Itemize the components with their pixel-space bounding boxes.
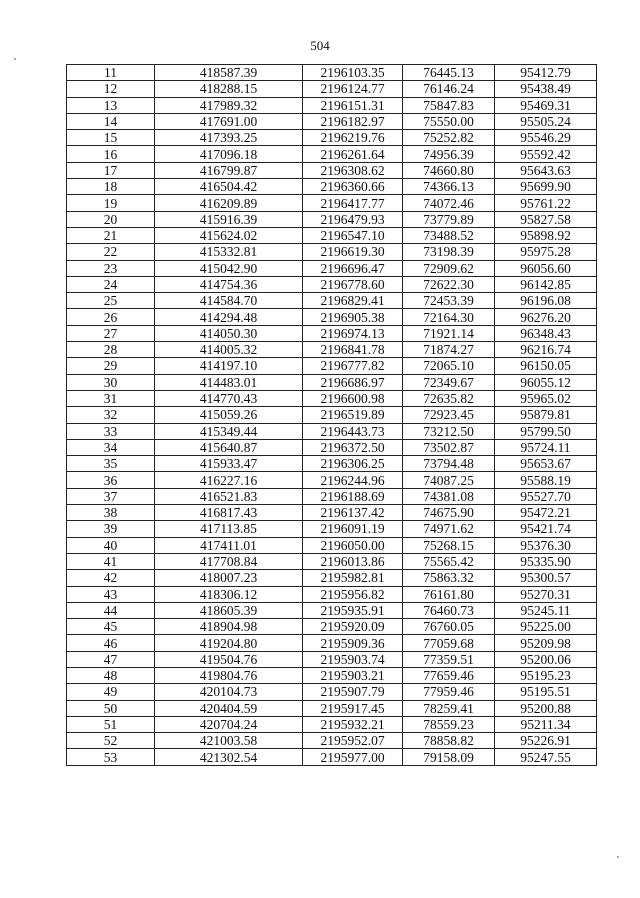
coord-local-y-cell: 95472.21 bbox=[495, 505, 597, 521]
coord-y-cell: 2195920.09 bbox=[303, 619, 403, 635]
coord-x-cell: 414294.48 bbox=[155, 309, 303, 325]
coordinate-table-container bbox=[66, 64, 596, 766]
coord-x-cell: 419204.80 bbox=[155, 635, 303, 651]
coord-local-x-cell: 74971.62 bbox=[403, 521, 495, 537]
point-number-cell: 51 bbox=[67, 716, 155, 732]
page-number: 504 bbox=[310, 38, 330, 53]
table-row bbox=[67, 537, 597, 553]
coord-y-cell: 2195917.45 bbox=[303, 700, 403, 716]
table-row bbox=[67, 81, 597, 97]
point-number-cell: 15 bbox=[67, 130, 155, 146]
scan-speck bbox=[617, 856, 619, 858]
coord-y-cell: 2196778.60 bbox=[303, 276, 403, 292]
coord-local-x-cell: 74381.08 bbox=[403, 488, 495, 504]
coord-x-cell: 418904.98 bbox=[155, 619, 303, 635]
coord-local-y-cell: 95546.29 bbox=[495, 130, 597, 146]
coord-local-y-cell: 95643.63 bbox=[495, 162, 597, 178]
point-number-cell: 42 bbox=[67, 570, 155, 586]
coord-local-x-cell: 79158.09 bbox=[403, 749, 495, 765]
coord-local-y-cell: 96056.60 bbox=[495, 260, 597, 276]
coord-local-x-cell: 71921.14 bbox=[403, 325, 495, 341]
coord-local-x-cell: 72349.67 bbox=[403, 374, 495, 390]
coord-local-x-cell: 75252.82 bbox=[403, 130, 495, 146]
coord-local-x-cell: 75863.32 bbox=[403, 570, 495, 586]
coord-local-y-cell: 96142.85 bbox=[495, 276, 597, 292]
coord-local-y-cell: 95975.28 bbox=[495, 244, 597, 260]
point-number-cell: 40 bbox=[67, 537, 155, 553]
point-number-cell: 48 bbox=[67, 667, 155, 683]
coordinate-table bbox=[66, 64, 597, 766]
point-number-cell: 46 bbox=[67, 635, 155, 651]
point-number-cell: 28 bbox=[67, 342, 155, 358]
table-row bbox=[67, 390, 597, 406]
coord-y-cell: 2196360.66 bbox=[303, 179, 403, 195]
coord-local-x-cell: 73198.39 bbox=[403, 244, 495, 260]
table-row bbox=[67, 113, 597, 129]
coord-y-cell: 2196686.97 bbox=[303, 374, 403, 390]
point-number-cell: 20 bbox=[67, 211, 155, 227]
point-number-cell: 50 bbox=[67, 700, 155, 716]
coord-y-cell: 2196261.64 bbox=[303, 146, 403, 162]
scan-speck bbox=[14, 58, 16, 60]
coord-local-x-cell: 74956.39 bbox=[403, 146, 495, 162]
coord-x-cell: 415332.81 bbox=[155, 244, 303, 260]
table-row bbox=[67, 358, 597, 374]
point-number-cell: 36 bbox=[67, 472, 155, 488]
coord-x-cell: 414754.36 bbox=[155, 276, 303, 292]
point-number-cell: 39 bbox=[67, 521, 155, 537]
coord-y-cell: 2196829.41 bbox=[303, 293, 403, 309]
coord-local-y-cell: 95965.02 bbox=[495, 390, 597, 406]
coord-local-x-cell: 73212.50 bbox=[403, 423, 495, 439]
coord-local-x-cell: 72622.30 bbox=[403, 276, 495, 292]
coord-local-x-cell: 78259.41 bbox=[403, 700, 495, 716]
coord-y-cell: 2196519.89 bbox=[303, 407, 403, 423]
table-row bbox=[67, 700, 597, 716]
coord-local-x-cell: 74675.90 bbox=[403, 505, 495, 521]
table-row bbox=[67, 179, 597, 195]
coord-y-cell: 2196417.77 bbox=[303, 195, 403, 211]
coord-x-cell: 419804.76 bbox=[155, 667, 303, 683]
table-row bbox=[67, 293, 597, 309]
coord-local-y-cell: 95879.81 bbox=[495, 407, 597, 423]
coord-local-y-cell: 96196.08 bbox=[495, 293, 597, 309]
table-row bbox=[67, 619, 597, 635]
table-row bbox=[67, 602, 597, 618]
point-number-cell: 19 bbox=[67, 195, 155, 211]
coord-local-y-cell: 95247.55 bbox=[495, 749, 597, 765]
coord-local-y-cell: 96276.20 bbox=[495, 309, 597, 325]
coord-x-cell: 419504.76 bbox=[155, 651, 303, 667]
coord-y-cell: 2195909.36 bbox=[303, 635, 403, 651]
coord-y-cell: 2196905.38 bbox=[303, 309, 403, 325]
coord-x-cell: 421302.54 bbox=[155, 749, 303, 765]
point-number-cell: 44 bbox=[67, 602, 155, 618]
point-number-cell: 17 bbox=[67, 162, 155, 178]
coord-local-y-cell: 95827.58 bbox=[495, 211, 597, 227]
coord-y-cell: 2196308.62 bbox=[303, 162, 403, 178]
coord-y-cell: 2196103.35 bbox=[303, 65, 403, 81]
coord-local-x-cell: 76460.73 bbox=[403, 602, 495, 618]
coord-local-x-cell: 75550.00 bbox=[403, 113, 495, 129]
table-row bbox=[67, 733, 597, 749]
coord-local-y-cell: 95200.88 bbox=[495, 700, 597, 716]
table-row bbox=[67, 309, 597, 325]
point-number-cell: 45 bbox=[67, 619, 155, 635]
coord-local-y-cell: 95588.19 bbox=[495, 472, 597, 488]
coord-local-x-cell: 77359.51 bbox=[403, 651, 495, 667]
coord-x-cell: 415624.02 bbox=[155, 227, 303, 243]
coord-local-y-cell: 95438.49 bbox=[495, 81, 597, 97]
coord-y-cell: 2196188.69 bbox=[303, 488, 403, 504]
coord-local-y-cell: 95699.90 bbox=[495, 179, 597, 195]
table-row bbox=[67, 407, 597, 423]
coord-y-cell: 2195977.00 bbox=[303, 749, 403, 765]
coord-x-cell: 418288.15 bbox=[155, 81, 303, 97]
coord-y-cell: 2196013.86 bbox=[303, 553, 403, 569]
coord-x-cell: 417393.25 bbox=[155, 130, 303, 146]
coord-local-y-cell: 95421.74 bbox=[495, 521, 597, 537]
coord-y-cell: 2196696.47 bbox=[303, 260, 403, 276]
point-number-cell: 14 bbox=[67, 113, 155, 129]
coord-local-x-cell: 73488.52 bbox=[403, 227, 495, 243]
table-row bbox=[67, 488, 597, 504]
coord-local-y-cell: 95412.79 bbox=[495, 65, 597, 81]
table-row bbox=[67, 260, 597, 276]
coord-x-cell: 417691.00 bbox=[155, 113, 303, 129]
table-row bbox=[67, 325, 597, 341]
point-number-cell: 32 bbox=[67, 407, 155, 423]
coord-local-x-cell: 77659.46 bbox=[403, 667, 495, 683]
coord-y-cell: 2196443.73 bbox=[303, 423, 403, 439]
coord-local-x-cell: 75268.15 bbox=[403, 537, 495, 553]
table-row bbox=[67, 423, 597, 439]
point-number-cell: 38 bbox=[67, 505, 155, 521]
coord-local-y-cell: 95376.30 bbox=[495, 537, 597, 553]
coord-y-cell: 2196182.97 bbox=[303, 113, 403, 129]
table-row bbox=[67, 65, 597, 81]
coord-local-x-cell: 73502.87 bbox=[403, 439, 495, 455]
point-number-cell: 41 bbox=[67, 553, 155, 569]
coord-x-cell: 416799.87 bbox=[155, 162, 303, 178]
table-row bbox=[67, 505, 597, 521]
coord-local-y-cell: 95270.31 bbox=[495, 586, 597, 602]
coord-local-y-cell: 95799.50 bbox=[495, 423, 597, 439]
coord-y-cell: 2196619.30 bbox=[303, 244, 403, 260]
coord-local-y-cell: 95898.92 bbox=[495, 227, 597, 243]
table-row bbox=[67, 146, 597, 162]
point-number-cell: 47 bbox=[67, 651, 155, 667]
coord-local-x-cell: 74087.25 bbox=[403, 472, 495, 488]
coord-local-y-cell: 95195.23 bbox=[495, 667, 597, 683]
table-row bbox=[67, 342, 597, 358]
point-number-cell: 25 bbox=[67, 293, 155, 309]
coord-local-x-cell: 72453.39 bbox=[403, 293, 495, 309]
table-row bbox=[67, 211, 597, 227]
coord-x-cell: 414770.43 bbox=[155, 390, 303, 406]
coord-local-x-cell: 72065.10 bbox=[403, 358, 495, 374]
table-body bbox=[67, 65, 597, 766]
coord-x-cell: 414005.32 bbox=[155, 342, 303, 358]
coord-y-cell: 2196244.96 bbox=[303, 472, 403, 488]
coord-y-cell: 2196600.98 bbox=[303, 390, 403, 406]
point-number-cell: 26 bbox=[67, 309, 155, 325]
coord-local-x-cell: 78559.23 bbox=[403, 716, 495, 732]
table-row bbox=[67, 162, 597, 178]
point-number-cell: 23 bbox=[67, 260, 155, 276]
table-row bbox=[67, 227, 597, 243]
coord-x-cell: 417096.18 bbox=[155, 146, 303, 162]
coord-x-cell: 414050.30 bbox=[155, 325, 303, 341]
coord-x-cell: 418306.12 bbox=[155, 586, 303, 602]
coord-local-y-cell: 95592.42 bbox=[495, 146, 597, 162]
point-number-cell: 27 bbox=[67, 325, 155, 341]
coord-local-y-cell: 95761.22 bbox=[495, 195, 597, 211]
point-number-cell: 16 bbox=[67, 146, 155, 162]
point-number-cell: 31 bbox=[67, 390, 155, 406]
coord-x-cell: 417708.84 bbox=[155, 553, 303, 569]
coord-local-y-cell: 95653.67 bbox=[495, 456, 597, 472]
point-number-cell: 22 bbox=[67, 244, 155, 260]
coord-local-y-cell: 95225.00 bbox=[495, 619, 597, 635]
coord-y-cell: 2196306.25 bbox=[303, 456, 403, 472]
point-number-cell: 53 bbox=[67, 749, 155, 765]
coord-x-cell: 416817.43 bbox=[155, 505, 303, 521]
coord-local-x-cell: 76146.24 bbox=[403, 81, 495, 97]
coord-x-cell: 414197.10 bbox=[155, 358, 303, 374]
coord-y-cell: 2196479.93 bbox=[303, 211, 403, 227]
coord-x-cell: 416209.89 bbox=[155, 195, 303, 211]
coord-local-x-cell: 72909.62 bbox=[403, 260, 495, 276]
coord-y-cell: 2196372.50 bbox=[303, 439, 403, 455]
coord-x-cell: 418587.39 bbox=[155, 65, 303, 81]
coord-local-x-cell: 72635.82 bbox=[403, 390, 495, 406]
coord-y-cell: 2196137.42 bbox=[303, 505, 403, 521]
coord-x-cell: 415042.90 bbox=[155, 260, 303, 276]
table-row bbox=[67, 553, 597, 569]
coord-local-x-cell: 77059.68 bbox=[403, 635, 495, 651]
coord-local-y-cell: 96150.05 bbox=[495, 358, 597, 374]
coord-local-x-cell: 77959.46 bbox=[403, 684, 495, 700]
coord-y-cell: 2196151.31 bbox=[303, 97, 403, 113]
coord-y-cell: 2196777.82 bbox=[303, 358, 403, 374]
coord-x-cell: 417989.32 bbox=[155, 97, 303, 113]
point-number-cell: 13 bbox=[67, 97, 155, 113]
coord-y-cell: 2196841.78 bbox=[303, 342, 403, 358]
coord-y-cell: 2196091.19 bbox=[303, 521, 403, 537]
coord-x-cell: 416521.83 bbox=[155, 488, 303, 504]
table-row bbox=[67, 276, 597, 292]
table-row bbox=[67, 635, 597, 651]
coord-local-y-cell: 95300.57 bbox=[495, 570, 597, 586]
table-row bbox=[67, 586, 597, 602]
table-row bbox=[67, 684, 597, 700]
coord-local-y-cell: 95195.51 bbox=[495, 684, 597, 700]
coord-local-y-cell: 96348.43 bbox=[495, 325, 597, 341]
point-number-cell: 21 bbox=[67, 227, 155, 243]
coord-x-cell: 417113.85 bbox=[155, 521, 303, 537]
table-row bbox=[67, 456, 597, 472]
coord-x-cell: 418605.39 bbox=[155, 602, 303, 618]
table-row bbox=[67, 749, 597, 765]
coord-x-cell: 417411.01 bbox=[155, 537, 303, 553]
coord-local-x-cell: 73794.48 bbox=[403, 456, 495, 472]
coord-local-x-cell: 73779.89 bbox=[403, 211, 495, 227]
coord-y-cell: 2195935.91 bbox=[303, 602, 403, 618]
point-number-cell: 37 bbox=[67, 488, 155, 504]
point-number-cell: 18 bbox=[67, 179, 155, 195]
table-row bbox=[67, 374, 597, 390]
coord-y-cell: 2196219.76 bbox=[303, 130, 403, 146]
coord-local-x-cell: 74072.46 bbox=[403, 195, 495, 211]
table-row bbox=[67, 716, 597, 732]
point-number-cell: 34 bbox=[67, 439, 155, 455]
coord-local-y-cell: 95335.90 bbox=[495, 553, 597, 569]
coord-local-x-cell: 75565.42 bbox=[403, 553, 495, 569]
coord-local-x-cell: 76760.05 bbox=[403, 619, 495, 635]
table-row bbox=[67, 195, 597, 211]
coord-local-y-cell: 95200.06 bbox=[495, 651, 597, 667]
coord-local-x-cell: 74660.80 bbox=[403, 162, 495, 178]
coord-y-cell: 2195903.21 bbox=[303, 667, 403, 683]
coord-y-cell: 2196050.00 bbox=[303, 537, 403, 553]
coord-local-y-cell: 95209.98 bbox=[495, 635, 597, 651]
coord-y-cell: 2195952.07 bbox=[303, 733, 403, 749]
coord-x-cell: 415640.87 bbox=[155, 439, 303, 455]
point-number-cell: 52 bbox=[67, 733, 155, 749]
point-number-cell: 43 bbox=[67, 586, 155, 602]
coord-local-x-cell: 75847.83 bbox=[403, 97, 495, 113]
table-row bbox=[67, 244, 597, 260]
point-number-cell: 11 bbox=[67, 65, 155, 81]
table-row bbox=[67, 651, 597, 667]
coord-x-cell: 415916.39 bbox=[155, 211, 303, 227]
coord-x-cell: 416504.42 bbox=[155, 179, 303, 195]
coord-local-y-cell: 96216.74 bbox=[495, 342, 597, 358]
coord-x-cell: 416227.16 bbox=[155, 472, 303, 488]
coord-y-cell: 2195932.21 bbox=[303, 716, 403, 732]
coord-y-cell: 2195956.82 bbox=[303, 586, 403, 602]
coord-x-cell: 418007.23 bbox=[155, 570, 303, 586]
point-number-cell: 49 bbox=[67, 684, 155, 700]
table-row bbox=[67, 667, 597, 683]
point-number-cell: 24 bbox=[67, 276, 155, 292]
coord-local-x-cell: 72923.45 bbox=[403, 407, 495, 423]
coord-local-x-cell: 76161.80 bbox=[403, 586, 495, 602]
coord-local-y-cell: 95245.11 bbox=[495, 602, 597, 618]
coord-x-cell: 420704.24 bbox=[155, 716, 303, 732]
coord-local-y-cell: 96055.12 bbox=[495, 374, 597, 390]
point-number-cell: 12 bbox=[67, 81, 155, 97]
coord-local-y-cell: 95211.34 bbox=[495, 716, 597, 732]
coord-local-y-cell: 95505.24 bbox=[495, 113, 597, 129]
coord-y-cell: 2195982.81 bbox=[303, 570, 403, 586]
coord-x-cell: 415349.44 bbox=[155, 423, 303, 439]
coord-local-x-cell: 76445.13 bbox=[403, 65, 495, 81]
point-number-cell: 33 bbox=[67, 423, 155, 439]
coord-x-cell: 420404.59 bbox=[155, 700, 303, 716]
coord-x-cell: 414584.70 bbox=[155, 293, 303, 309]
point-number-cell: 35 bbox=[67, 456, 155, 472]
coord-x-cell: 414483.01 bbox=[155, 374, 303, 390]
coord-local-y-cell: 95226.91 bbox=[495, 733, 597, 749]
table-row bbox=[67, 472, 597, 488]
coord-y-cell: 2196974.13 bbox=[303, 325, 403, 341]
coord-local-y-cell: 95469.31 bbox=[495, 97, 597, 113]
point-number-cell: 29 bbox=[67, 358, 155, 374]
coord-local-x-cell: 74366.13 bbox=[403, 179, 495, 195]
table-row bbox=[67, 439, 597, 455]
point-number-cell: 30 bbox=[67, 374, 155, 390]
coord-y-cell: 2196124.77 bbox=[303, 81, 403, 97]
coord-x-cell: 415059.26 bbox=[155, 407, 303, 423]
coord-local-y-cell: 95724.11 bbox=[495, 439, 597, 455]
coord-y-cell: 2196547.10 bbox=[303, 227, 403, 243]
coord-local-x-cell: 72164.30 bbox=[403, 309, 495, 325]
table-row bbox=[67, 130, 597, 146]
coord-x-cell: 420104.73 bbox=[155, 684, 303, 700]
table-row bbox=[67, 570, 597, 586]
coord-local-x-cell: 71874.27 bbox=[403, 342, 495, 358]
coord-local-x-cell: 78858.82 bbox=[403, 733, 495, 749]
table-row bbox=[67, 97, 597, 113]
coord-y-cell: 2195907.79 bbox=[303, 684, 403, 700]
coord-y-cell: 2195903.74 bbox=[303, 651, 403, 667]
table-row bbox=[67, 521, 597, 537]
coord-x-cell: 415933.47 bbox=[155, 456, 303, 472]
coord-local-y-cell: 95527.70 bbox=[495, 488, 597, 504]
coord-x-cell: 421003.58 bbox=[155, 733, 303, 749]
